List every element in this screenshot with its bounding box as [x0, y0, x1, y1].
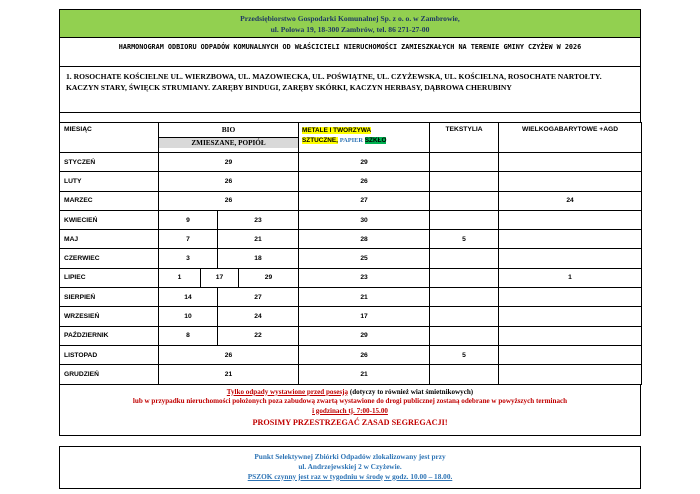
- col-header-recyc-glass: SZKŁO: [364, 137, 387, 144]
- recyclables-date-cell: 30: [299, 210, 430, 229]
- schedule-title: HARMONOGRAM ODBIORU ODPADÓW KOMUNALNYCH OD WŁAŚCICIELI NIERUCHOMOŚCI ZAMIESZKAŁYCH NA TERENIE GMINY CZYŻEW W 2026: [59, 38, 641, 67]
- month-cell: STYCZEŃ: [60, 153, 159, 172]
- month-cell: LUTY: [60, 172, 159, 191]
- company-name: Przedsiębiorstwo Gospodarki Komunalnej Sp. z o. o. w Zambrowie,: [240, 14, 460, 23]
- table-row: [60, 326, 642, 345]
- table-row: [60, 249, 642, 268]
- bio-date-cell: 17: [201, 268, 239, 287]
- bulky-date-cell: [499, 326, 642, 345]
- month-cell: CZERWIEC: [60, 249, 159, 268]
- bio-date-cell: 23: [218, 210, 299, 229]
- bulky-date-cell: [499, 210, 642, 229]
- bio-date-cell: 26: [159, 172, 299, 191]
- bulky-date-cell: 24: [499, 191, 642, 210]
- month-cell: SIERPIEŃ: [60, 288, 159, 307]
- bulky-date-cell: [499, 249, 642, 268]
- pszok-line-2: ul. Andrzejewskiej 2 w Czyżewie.: [298, 461, 402, 471]
- textile-date-cell: [430, 172, 499, 191]
- col-header-recyc-plastic: SZTUCZNE,: [302, 137, 338, 144]
- textile-date-cell: [430, 365, 499, 384]
- bio-date-cell: 26: [159, 345, 299, 364]
- company-header: [59, 9, 641, 38]
- bulky-date-cell: [499, 365, 642, 384]
- bulky-date-cell: [499, 307, 642, 326]
- note-red-text: Tylko odpady wystawione przed posesją: [226, 387, 349, 396]
- col-header-mixed: ZMIESZANE, POPIÓŁ: [159, 137, 298, 148]
- col-header-textile: TEKSTYLIA: [430, 123, 499, 153]
- schedule-body: [60, 153, 642, 385]
- bio-date-cell: 26: [159, 191, 299, 210]
- bio-date-cell: 24: [218, 307, 299, 326]
- col-header-recyc-paper: PAPIER: [339, 137, 363, 144]
- recyclables-date-cell: 17: [299, 307, 430, 326]
- table-row: [60, 172, 642, 191]
- table-row: [60, 307, 642, 326]
- note-line-1: [60, 388, 640, 398]
- bulky-date-cell: 1: [499, 268, 642, 287]
- textile-date-cell: [430, 326, 499, 345]
- bio-date-cell: 22: [218, 326, 299, 345]
- bulky-date-cell: [499, 172, 642, 191]
- table-row: [60, 230, 642, 249]
- col-header-bio-label: BIO: [221, 125, 236, 134]
- bio-date-cell: 3: [159, 249, 218, 268]
- month-cell: MAJ: [60, 230, 159, 249]
- month-cell: WRZESIEŃ: [60, 307, 159, 326]
- recyclables-date-cell: 21: [299, 288, 430, 307]
- month-cell: LISTOPAD: [60, 345, 159, 364]
- pszok-line-1: Punkt Selektywnej Zbiórki Odpadów zlokalizowany jest przy: [254, 451, 446, 461]
- bio-date-cell: 29: [239, 268, 299, 287]
- month-cell: KWIECIEŃ: [60, 210, 159, 229]
- bio-date-cell: 27: [218, 288, 299, 307]
- schedule-table: [59, 122, 642, 385]
- note-segregation: PROSIMY PRZESTRZEGAĆ ZASAD SEGREGACJI!: [252, 418, 448, 428]
- recyclables-date-cell: 29: [299, 326, 430, 345]
- table-row: [60, 345, 642, 364]
- textile-date-cell: [430, 249, 499, 268]
- textile-date-cell: 5: [430, 345, 499, 364]
- bio-date-cell: 21: [218, 230, 299, 249]
- recyclables-date-cell: 26: [299, 345, 430, 364]
- col-header-month: MIESIĄC: [60, 123, 159, 153]
- textile-date-cell: [430, 153, 499, 172]
- recyclables-date-cell: 27: [299, 191, 430, 210]
- month-cell: GRUDZIEŃ: [60, 365, 159, 384]
- note-line-2: lub w przypadku nieruchomości położonych poza zabudową zwartą wystawione do drogi publicznej zostaną odebrane w powyższych terminach: [132, 397, 568, 406]
- textile-date-cell: 5: [430, 230, 499, 249]
- bio-date-cell: 10: [159, 307, 218, 326]
- col-header-recyclables: [299, 123, 430, 153]
- note-segregation-wrapper: [60, 416, 640, 429]
- bio-date-cell: 18: [218, 249, 299, 268]
- recyclables-date-cell: 25: [299, 249, 430, 268]
- recyclables-date-cell: 29: [299, 153, 430, 172]
- bio-date-cell: 9: [159, 210, 218, 229]
- table-row: [60, 365, 642, 384]
- spacer: [59, 113, 641, 122]
- pszok-line-3: PSZOK czynny jest raz w tygodniu w środę w godz. 10.00 – 18.00.: [247, 471, 453, 481]
- bulky-date-cell: [499, 230, 642, 249]
- pszok-box: [59, 446, 641, 489]
- schedule-document: [59, 9, 641, 489]
- recyclables-date-cell: 28: [299, 230, 430, 249]
- collection-notes: [59, 385, 641, 436]
- table-row: [60, 288, 642, 307]
- recyclables-date-cell: 23: [299, 268, 430, 287]
- note-line-1-rest: (dotyczy to również wiat śmietnikowych): [349, 387, 474, 396]
- recyclables-date-cell: 26: [299, 172, 430, 191]
- month-cell: LIPIEC: [60, 268, 159, 287]
- bulky-date-cell: [499, 288, 642, 307]
- company-address: ul. Polowa 19, 18-300 Zambrów, tel. 86 271-27-00: [270, 25, 430, 34]
- table-row: [60, 268, 642, 287]
- textile-date-cell: [430, 268, 499, 287]
- textile-date-cell: [430, 307, 499, 326]
- table-row: [60, 210, 642, 229]
- bio-date-cell: 14: [159, 288, 218, 307]
- table-row: [60, 191, 642, 210]
- month-cell: PAŹDZIERNIK: [60, 326, 159, 345]
- textile-date-cell: [430, 191, 499, 210]
- month-cell: MARZEC: [60, 191, 159, 210]
- table-row: [60, 153, 642, 172]
- bulky-date-cell: [499, 153, 642, 172]
- col-header-bio: [159, 123, 299, 153]
- bio-date-cell: 21: [159, 365, 299, 384]
- bio-date-cell: 8: [159, 326, 218, 345]
- recyclables-date-cell: 21: [299, 365, 430, 384]
- area-description: 1. ROSOCHATE KOŚCIELNE UL. WIERZBOWA, UL. MAZOWIECKA, UL. POŚWIĄTNE, UL. CZYŻEWSKA, UL. KOŚCIELNA, ROSOCHATE NARTOŁTY. KACZYN STARY, ŚWIĘCK STRUMIANY. ZARĘBY BINDUGI, ZARĘBY SKÓRKI, KACZYN HERBASY, DĄBROWA CHERUBINY: [59, 67, 641, 113]
- col-header-recyc-line1: METALE I TWORZYWA: [302, 127, 372, 134]
- bio-date-cell: 29: [159, 153, 299, 172]
- bulky-date-cell: [499, 345, 642, 364]
- bio-date-cell: 1: [159, 268, 201, 287]
- note-hours: i godzinach tj. 7:00-15.00: [312, 406, 388, 415]
- col-header-bulky: WIELKOGABARYTOWE +AGD: [499, 123, 642, 153]
- textile-date-cell: [430, 288, 499, 307]
- bio-date-cell: 7: [159, 230, 218, 249]
- textile-date-cell: [430, 210, 499, 229]
